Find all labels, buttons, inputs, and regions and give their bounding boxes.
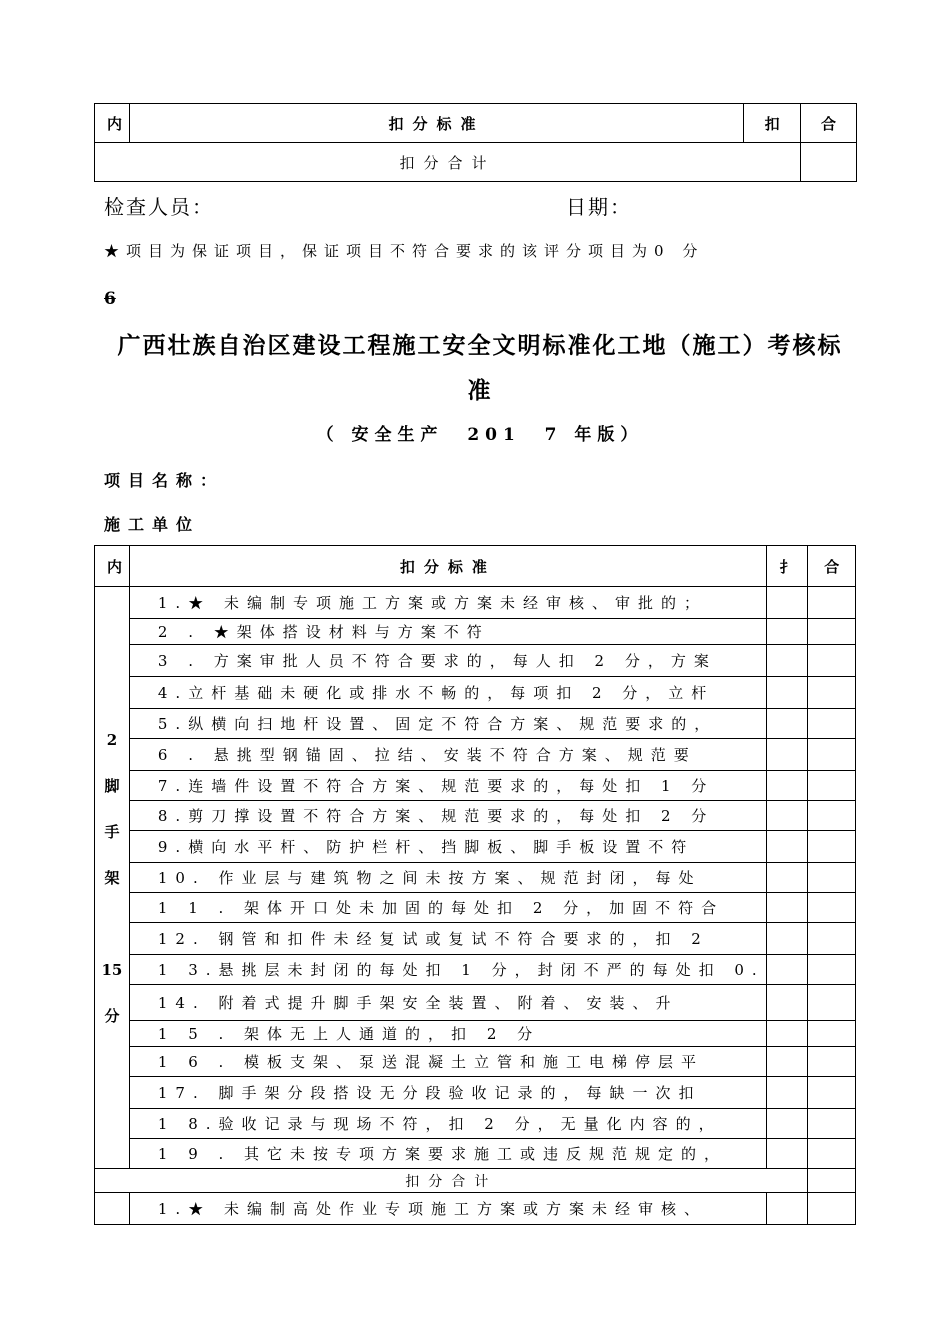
table-row [95, 645, 856, 677]
table-row [95, 1021, 856, 1047]
header-content: 内 [95, 104, 130, 143]
total-cell [808, 645, 856, 677]
total-cell [808, 619, 856, 645]
table-row [95, 893, 856, 923]
subtitle: （ 安全生产 201 7 年版） [316, 425, 644, 445]
criteria-item: 2 . ★架体搭设材料与方案不符 [129, 619, 766, 645]
total-cell [808, 739, 856, 771]
next-deduct-cell [766, 1193, 808, 1225]
criteria-item: 1 6 . 模板支架、泵送混凝土立管和施工电梯停层平 [129, 1047, 766, 1077]
section-name-char: 分 [104, 1006, 120, 1025]
project-name-label: 项目名称： [104, 471, 225, 490]
date-label: 日期： [566, 195, 632, 219]
main-header-content: 内 [95, 546, 130, 587]
deduct-cell [766, 645, 808, 677]
criteria-item: 6 . 悬挑型钢锚固、拉结、安装不符合方案、规范要 [129, 739, 766, 771]
section-name-char: 2 [106, 730, 118, 749]
criteria-item: 1 5 . 架体无上人通道的，扣 2 分 [129, 1021, 766, 1047]
criteria-item: 12. 钢管和扣件未经复试或复试不符合要求的，扣 2 [129, 923, 766, 955]
table-row [95, 587, 856, 619]
total-cell [808, 1139, 856, 1169]
main-header-total: 合 [808, 546, 856, 587]
inspector-label: 检查人员： [104, 195, 214, 219]
total-cell [808, 1021, 856, 1047]
total-cell [808, 831, 856, 863]
criteria-item: 1 8.验收记录与现场不符，扣 2 分，无量化内容的， [129, 1109, 766, 1139]
page-title: 广西壮族自治区建设工程施工安全文明标准化工地（施工）考核标 [117, 332, 843, 359]
deduct-cell [766, 1021, 808, 1047]
deduct-cell [766, 863, 808, 893]
criteria-item: 1 1 . 架体开口处未加固的每处扣 2 分，加固不符合 [129, 893, 766, 923]
total-cell [808, 677, 856, 709]
criteria-item: 3 . 方案审批人员不符合要求的，每人扣 2 分，方案 [129, 645, 766, 677]
deduct-cell [766, 709, 808, 739]
criteria-item: 7.连墙件设置不符合方案、规范要求的，每处扣 1 分 [129, 771, 766, 801]
total-cell [808, 771, 856, 801]
total-cell [808, 1109, 856, 1139]
total-cell [808, 863, 856, 893]
next-section-cell [95, 1193, 130, 1225]
criteria-item: 17. 脚手架分段搭设无分段验收记录的，每缺一次扣 [129, 1077, 766, 1109]
total-cell [808, 587, 856, 619]
table-row [95, 709, 856, 739]
criteria-item: 14. 附着式提升脚手架安全装置、附着、安装、升 [129, 985, 766, 1021]
section-name-char: 架 [104, 868, 120, 887]
construction-unit-label: 施工单位 [104, 515, 201, 534]
header-criteria: 扣分标准 [129, 104, 743, 143]
deduct-cell [766, 1109, 808, 1139]
table-row [95, 863, 856, 893]
table-row [95, 985, 856, 1021]
main-table [94, 545, 856, 1225]
deduct-cell [766, 801, 808, 831]
table-row [95, 739, 856, 771]
section-name [95, 587, 130, 1169]
criteria-item: 1.★ 未编制专项施工方案或方案未经审核、审批的； [129, 587, 766, 619]
deduct-cell [766, 771, 808, 801]
page-title-cont: 准 [467, 377, 493, 404]
section-name-char [95, 901, 129, 947]
criteria-item: 4.立杆基础未硬化或排水不畅的，每项扣 2 分，立杆 [129, 677, 766, 709]
deduct-cell [766, 677, 808, 709]
deduct-cell [766, 923, 808, 955]
table-row [95, 1047, 856, 1077]
total-cell [808, 1047, 856, 1077]
table-row [95, 1139, 856, 1169]
total-cell [808, 923, 856, 955]
main-subtotal-label: 扣分合计 [95, 1169, 808, 1193]
total-cell [808, 709, 856, 739]
criteria-item: 10. 作业层与建筑物之间未按方案、规范封闭，每处 [129, 863, 766, 893]
table-row [95, 677, 856, 709]
total-cell [808, 893, 856, 923]
table-row [95, 1109, 856, 1139]
criteria-item: 1 3.悬挑层未封闭的每处扣 1 分，封闭不严的每处扣 0. [129, 955, 766, 985]
page-mark: 6 [104, 289, 116, 309]
deduct-cell [766, 739, 808, 771]
table-row [95, 955, 856, 985]
main-header-criteria: 扣分标准 [129, 546, 766, 587]
table-row [95, 619, 856, 645]
next-item: 1.★ 未编制高处作业专项施工方案或方案未经审核、 [129, 1193, 766, 1225]
deduct-cell [766, 893, 808, 923]
deduct-cell [766, 619, 808, 645]
table-row [95, 923, 856, 955]
table-row [95, 771, 856, 801]
next-total-cell [808, 1193, 856, 1225]
section-name-char: 15 [101, 960, 123, 979]
total-cell [808, 985, 856, 1021]
header-total: 合 [801, 104, 857, 143]
table-row [95, 801, 856, 831]
deduct-cell [766, 831, 808, 863]
criteria-item: 1 9 . 其它未按专项方案要求施工或违反规范规定的， [129, 1139, 766, 1169]
deduct-cell [766, 1077, 808, 1109]
section-name-char: 脚 [104, 776, 120, 795]
header-deduct: 扣 [744, 104, 801, 143]
table-row [95, 1077, 856, 1109]
deduct-cell [766, 985, 808, 1021]
deduct-cell [766, 1139, 808, 1169]
criteria-item: 9.横向水平杆、防护栏杆、挡脚板、脚手板设置不符 [129, 831, 766, 863]
total-cell [808, 955, 856, 985]
guarantee-note: ★项目为保证项目，保证项目不符合要求的该评分项目为0 分 [104, 242, 705, 260]
criteria-item: 8.剪刀撑设置不符合方案、规范要求的，每处扣 2 分 [129, 801, 766, 831]
main-subtotal-value [808, 1169, 856, 1193]
section-name-char: 手 [104, 822, 120, 841]
top-table [94, 103, 857, 182]
criteria-item: 5.纵横向扫地杆设置、固定不符合方案、规范要求的， [129, 709, 766, 739]
top-subtotal-value [801, 143, 857, 182]
table-row [95, 831, 856, 863]
main-header-deduct: 扌 [766, 546, 808, 587]
total-cell [808, 801, 856, 831]
total-cell [808, 1077, 856, 1109]
deduct-cell [766, 955, 808, 985]
deduct-cell [766, 1047, 808, 1077]
top-subtotal-label: 扣分合计 [95, 143, 801, 182]
deduct-cell [766, 587, 808, 619]
section-items [95, 587, 856, 1169]
